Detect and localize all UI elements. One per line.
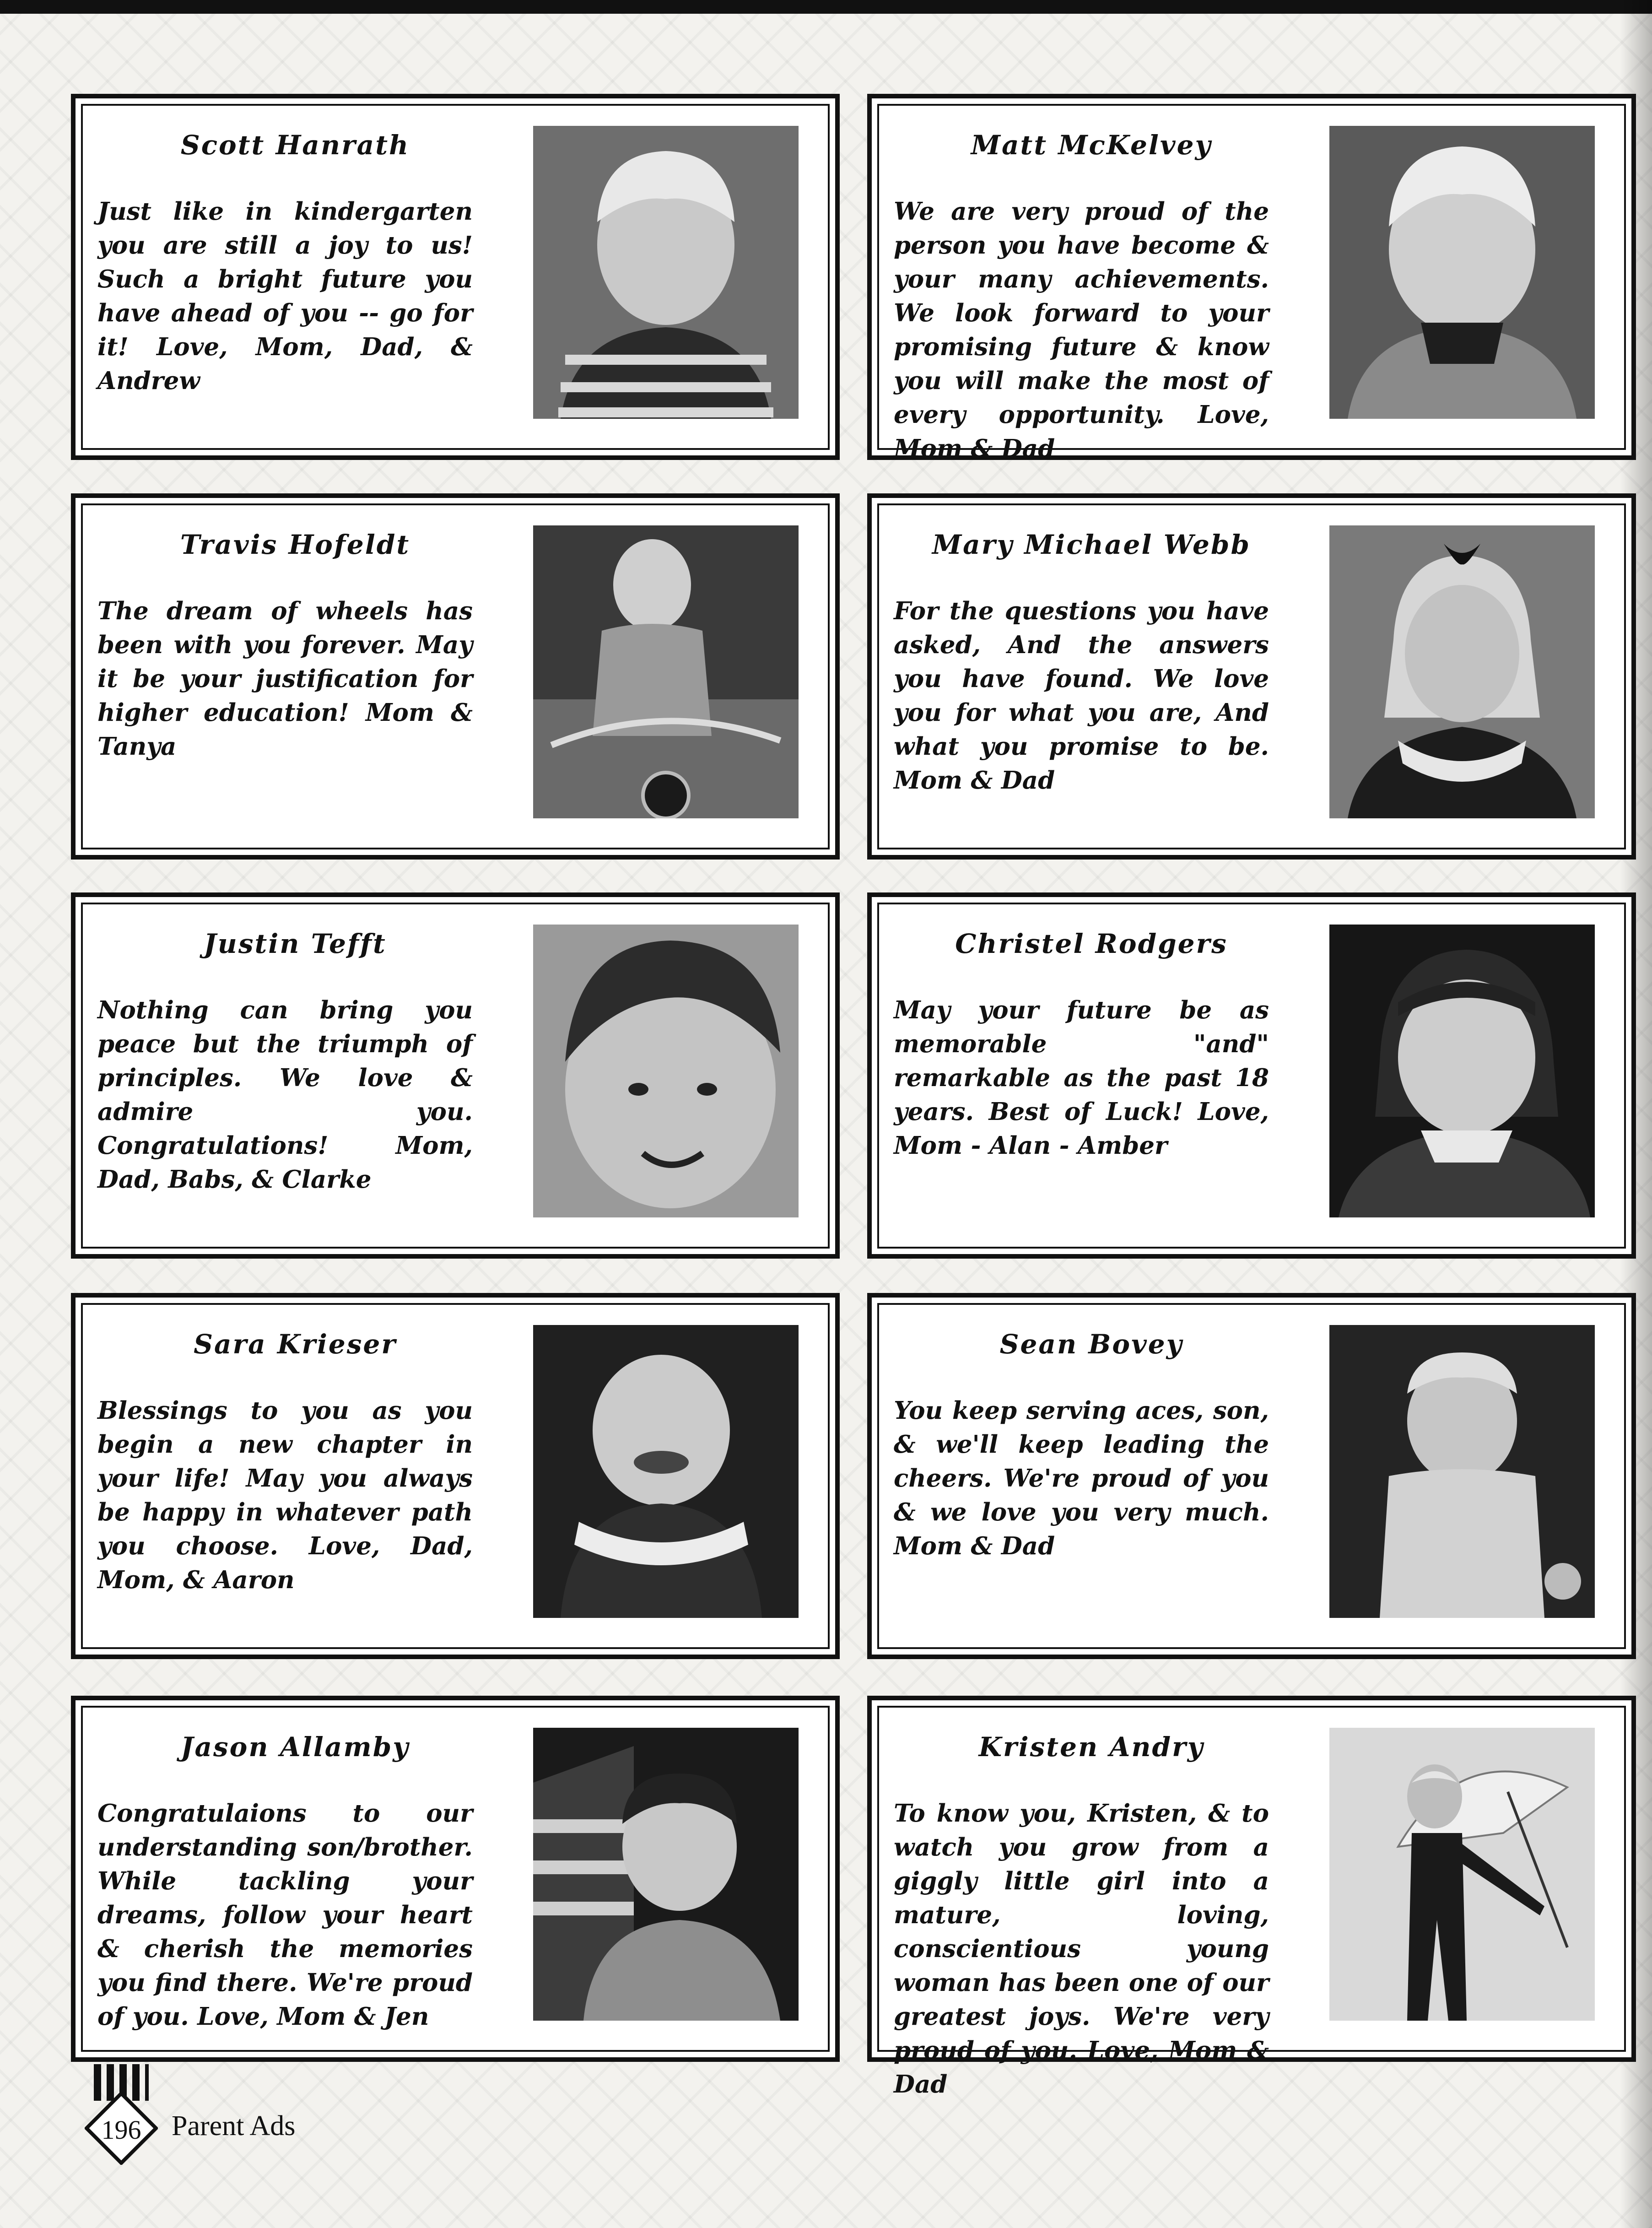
parent-ad [71, 94, 840, 460]
parent-ad [867, 1293, 1636, 1659]
page-number: 196 [101, 2115, 141, 2145]
ad-message: For the questions you have asked, And the answers you have found. We love you for what you are, And what you promise to be. Mom & Dad [894, 597, 1269, 795]
student-name: Jason Allamby [181, 1731, 410, 1763]
childhood-photo [533, 126, 799, 419]
student-name: Sean Bovey [999, 1329, 1183, 1360]
ad-message: Just like in kindergarten you are still a joy to us! Such a bright future you have ahead of you -- go for it! Love, Mom, Dad, & Andrew [97, 197, 473, 395]
ad-message: May your future be as memorable "and" remarkable as the past 18 years. Best of Luck! Love, Mom - Alan - Amber [894, 996, 1269, 1160]
childhood-photo [1329, 1325, 1595, 1618]
childhood-photo [533, 925, 799, 1217]
parent-ad [867, 94, 1636, 463]
parent-ad [71, 493, 840, 860]
ad-message: You keep serving aces, son, & we'll keep leading the cheers. We're proud of you & we love you very much. Mom & Dad [894, 1396, 1269, 1560]
student-name: Sara Krieser [194, 1329, 397, 1360]
student-name: Scott Hanrath [180, 130, 410, 161]
ad-message: The dream of wheels has been with you forever. May it be your justification for higher education! Mom & Tanya [97, 597, 473, 761]
ad-message: Nothing can bring you peace but the triumph of principles. We love & admire you. Congratulations! Mom, Dad, Babs, & Clarke [97, 996, 473, 1194]
parent-ad [867, 1696, 1636, 2098]
parent-ad [867, 892, 1636, 1259]
childhood-photo [533, 1325, 799, 1618]
ad-message: Congratulaions to our understanding son/brother. While tackling your dreams, follow your heart & cherish the memories you find there. We're proud of you. Love, Mom & Jen [97, 1799, 473, 2031]
childhood-photo [1329, 1728, 1595, 2021]
student-name: Mary Michael Webb [932, 529, 1251, 560]
page-top-edge [0, 0, 1652, 14]
parent-ad [71, 1293, 840, 1659]
parent-ad [71, 892, 840, 1259]
childhood-photo [533, 1728, 799, 2021]
childhood-photo [533, 525, 799, 818]
parent-ad [71, 1696, 840, 2062]
ad-message: We are very proud of the person you have become & your many achievements. We look forward to your promising future & know you will make the most of every opportunity. Love, Mom & Dad [894, 197, 1269, 463]
ad-message: To know you, Kristen, & to watch you grow from a giggly little girl into a mature, loving, conscientious young woman has been one of our greatest joys. We're very proud of you. Love, Mom & Dad [894, 1799, 1269, 2098]
page-footer [76, 2064, 396, 2169]
childhood-photo [1329, 925, 1595, 1217]
childhood-photo [1329, 525, 1595, 818]
student-name: Kristen Andry [978, 1731, 1204, 1763]
parent-ad [867, 493, 1636, 860]
student-name: Matt McKelvey [971, 130, 1212, 161]
ad-message: Blessings to you as you begin a new chapter in your life! May you always be happy in whatever path you choose. Love, Dad, Mom, & Aaron [97, 1396, 473, 1594]
childhood-photo [1329, 126, 1595, 419]
student-name: Travis Hofeldt [180, 529, 410, 560]
student-name: Christel Rodgers [955, 928, 1228, 959]
student-name: Justin Tefft [204, 928, 387, 959]
section-label: Parent Ads [172, 2110, 296, 2141]
